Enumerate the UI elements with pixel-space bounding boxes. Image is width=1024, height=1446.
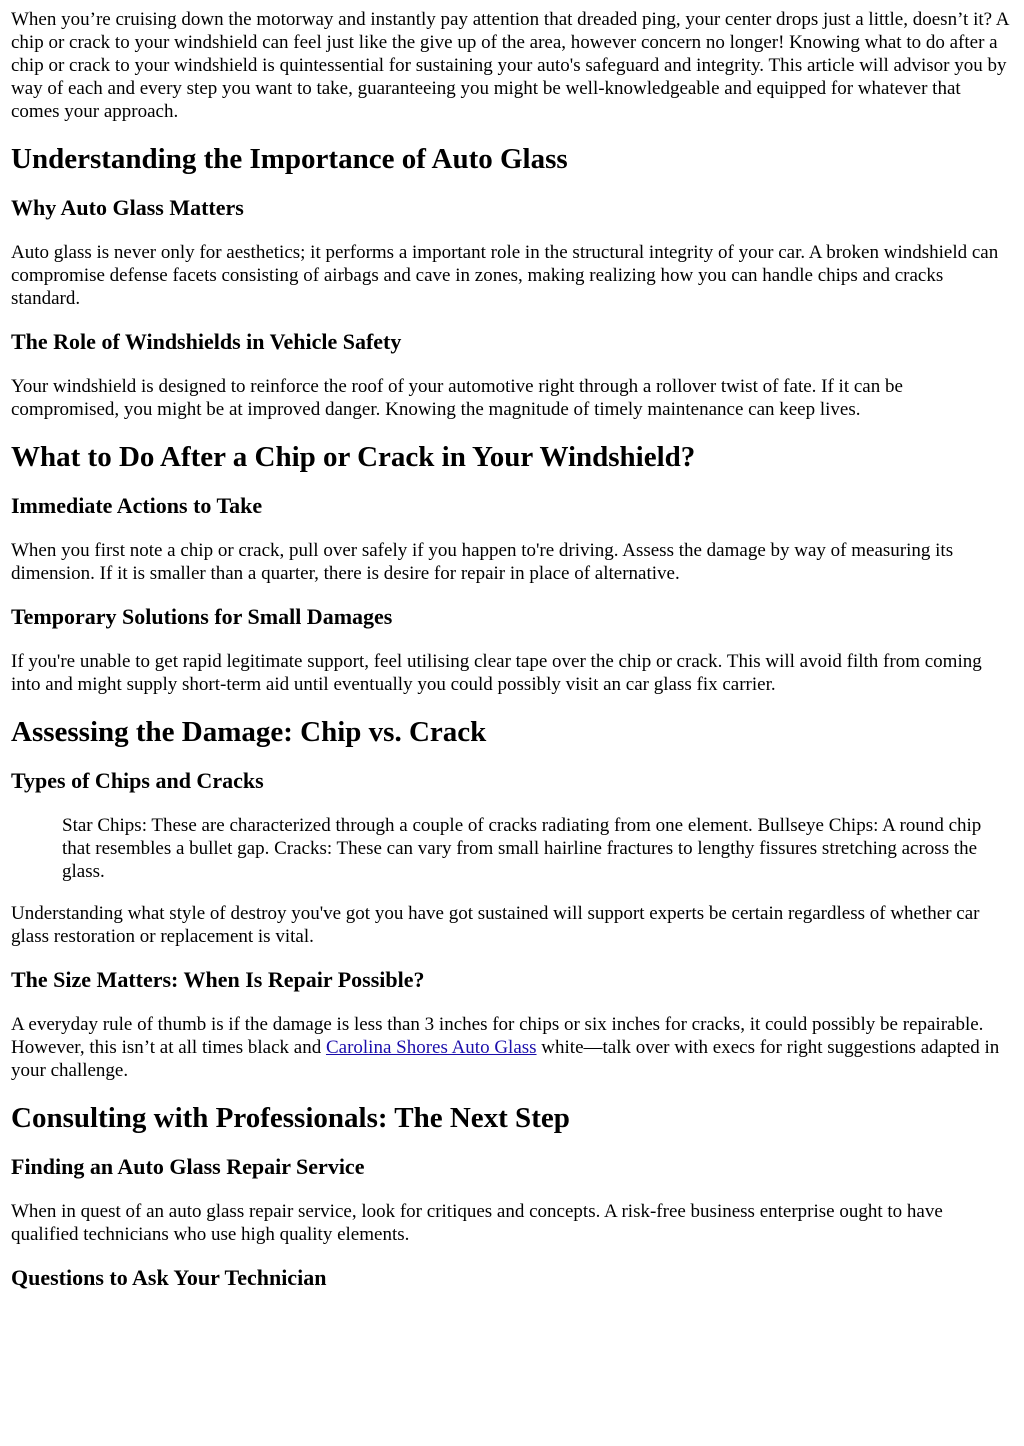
paragraph-why-auto-glass-matters: Auto glass is never only for aesthetics; it performs a important role in the structural integrity of your car. A broken windshield can compromise defense facets consisting of airbags and cave in zones, making realizing how you can handle chips and cracks standard. [11,242,999,309]
intro-paragraph: When you’re cruising down the motorway and instantly pay attention that dreaded ping, your center drops just a little, doesn’t it? A chip or crack to your windshield can feel just like the give up of the area, however concern no longer! Knowing what to do after a chip or crack to your windshield is quintessential for sustaining your auto's safeguard and integrity. This article will advisor you by way of each and every step you want to take, guaranteeing you might be well-knowledgeable and equipped for whatever that comes your approach. [11,9,1009,122]
subheading-role-of-windshields: The Role of Windshields in Vehicle Safety [11,329,402,354]
carolina-shores-auto-glass-link[interactable]: Carolina Shores Auto Glass [325,1037,537,1058]
section-heading-consulting: Consulting with Professionals: The Next Step [11,1102,570,1134]
size-text-after: white—talk over with execs for right suggestions adapted in your challenge. [11,1037,1000,1081]
paragraph-immediate-actions: When you first note a chip or crack, pull over safely if you happen to're driving. Assess the damage by way of measuring its dimension. If it is smaller than a quarter, there is desire for repair in place of alternative. [11,540,954,584]
paragraph-finding-repair-service: When in quest of an auto glass repair service, look for critiques and concepts. A risk-free business enterprise ought to have qualified technicians who use high quality elements. [11,1201,943,1245]
section-heading-assessing-damage: Assessing the Damage: Chip vs. Crack [11,716,487,748]
subheading-finding-repair-service: Finding an Auto Glass Repair Service [11,1154,365,1179]
subheading-why-auto-glass-matters: Why Auto Glass Matters [11,195,244,220]
blockquote-chip-types: Star Chips: These are characterized through a couple of cracks radiating from one element. Bullseye Chips: A round chip that resembles a bullet gap. Cracks: These can vary from small hairline fractures to lengthy fissures stretching across the glass. [62,815,982,882]
size-text-before: A everyday rule of thumb is if the damage is less than 3 inches for chips or six inches for cracks, it could possibly be repairable. However, this isn’t at all times black and [11,1014,984,1058]
paragraph-size-matters [11,1013,1013,1082]
section-heading-importance: Understanding the Importance of Auto Glass [11,143,568,175]
paragraph-understanding-damage: Understanding what style of destroy you've got you have got sustained will support experts be certain regardless of whether car glass restoration or replacement is vital. [11,903,980,947]
subheading-temporary-solutions: Temporary Solutions for Small Damages [11,604,393,629]
paragraph-temporary-solutions: If you're unable to get rapid legitimate support, feel utilising clear tape over the chip or crack. This will avoid filth from coming into and might supply short-term aid until eventually you could possibly visit an car glass fix carrier. [11,651,982,695]
subheading-questions-to-ask: Questions to Ask Your Technician [11,1265,327,1290]
paragraph-role-of-windshields: Your windshield is designed to reinforce the roof of your automotive right through a rollover twist of fate. If it can be compromised, you might be at improved danger. Knowing the magnitude of timely maintenance can keep lives. [11,376,903,420]
subheading-types-of-chips: Types of Chips and Cracks [11,768,264,793]
subheading-size-matters: The Size Matters: When Is Repair Possible? [11,967,425,992]
section-heading-what-to-do: What to Do After a Chip or Crack in Your Windshield? [11,441,696,473]
subheading-immediate-actions: Immediate Actions to Take [11,493,263,518]
